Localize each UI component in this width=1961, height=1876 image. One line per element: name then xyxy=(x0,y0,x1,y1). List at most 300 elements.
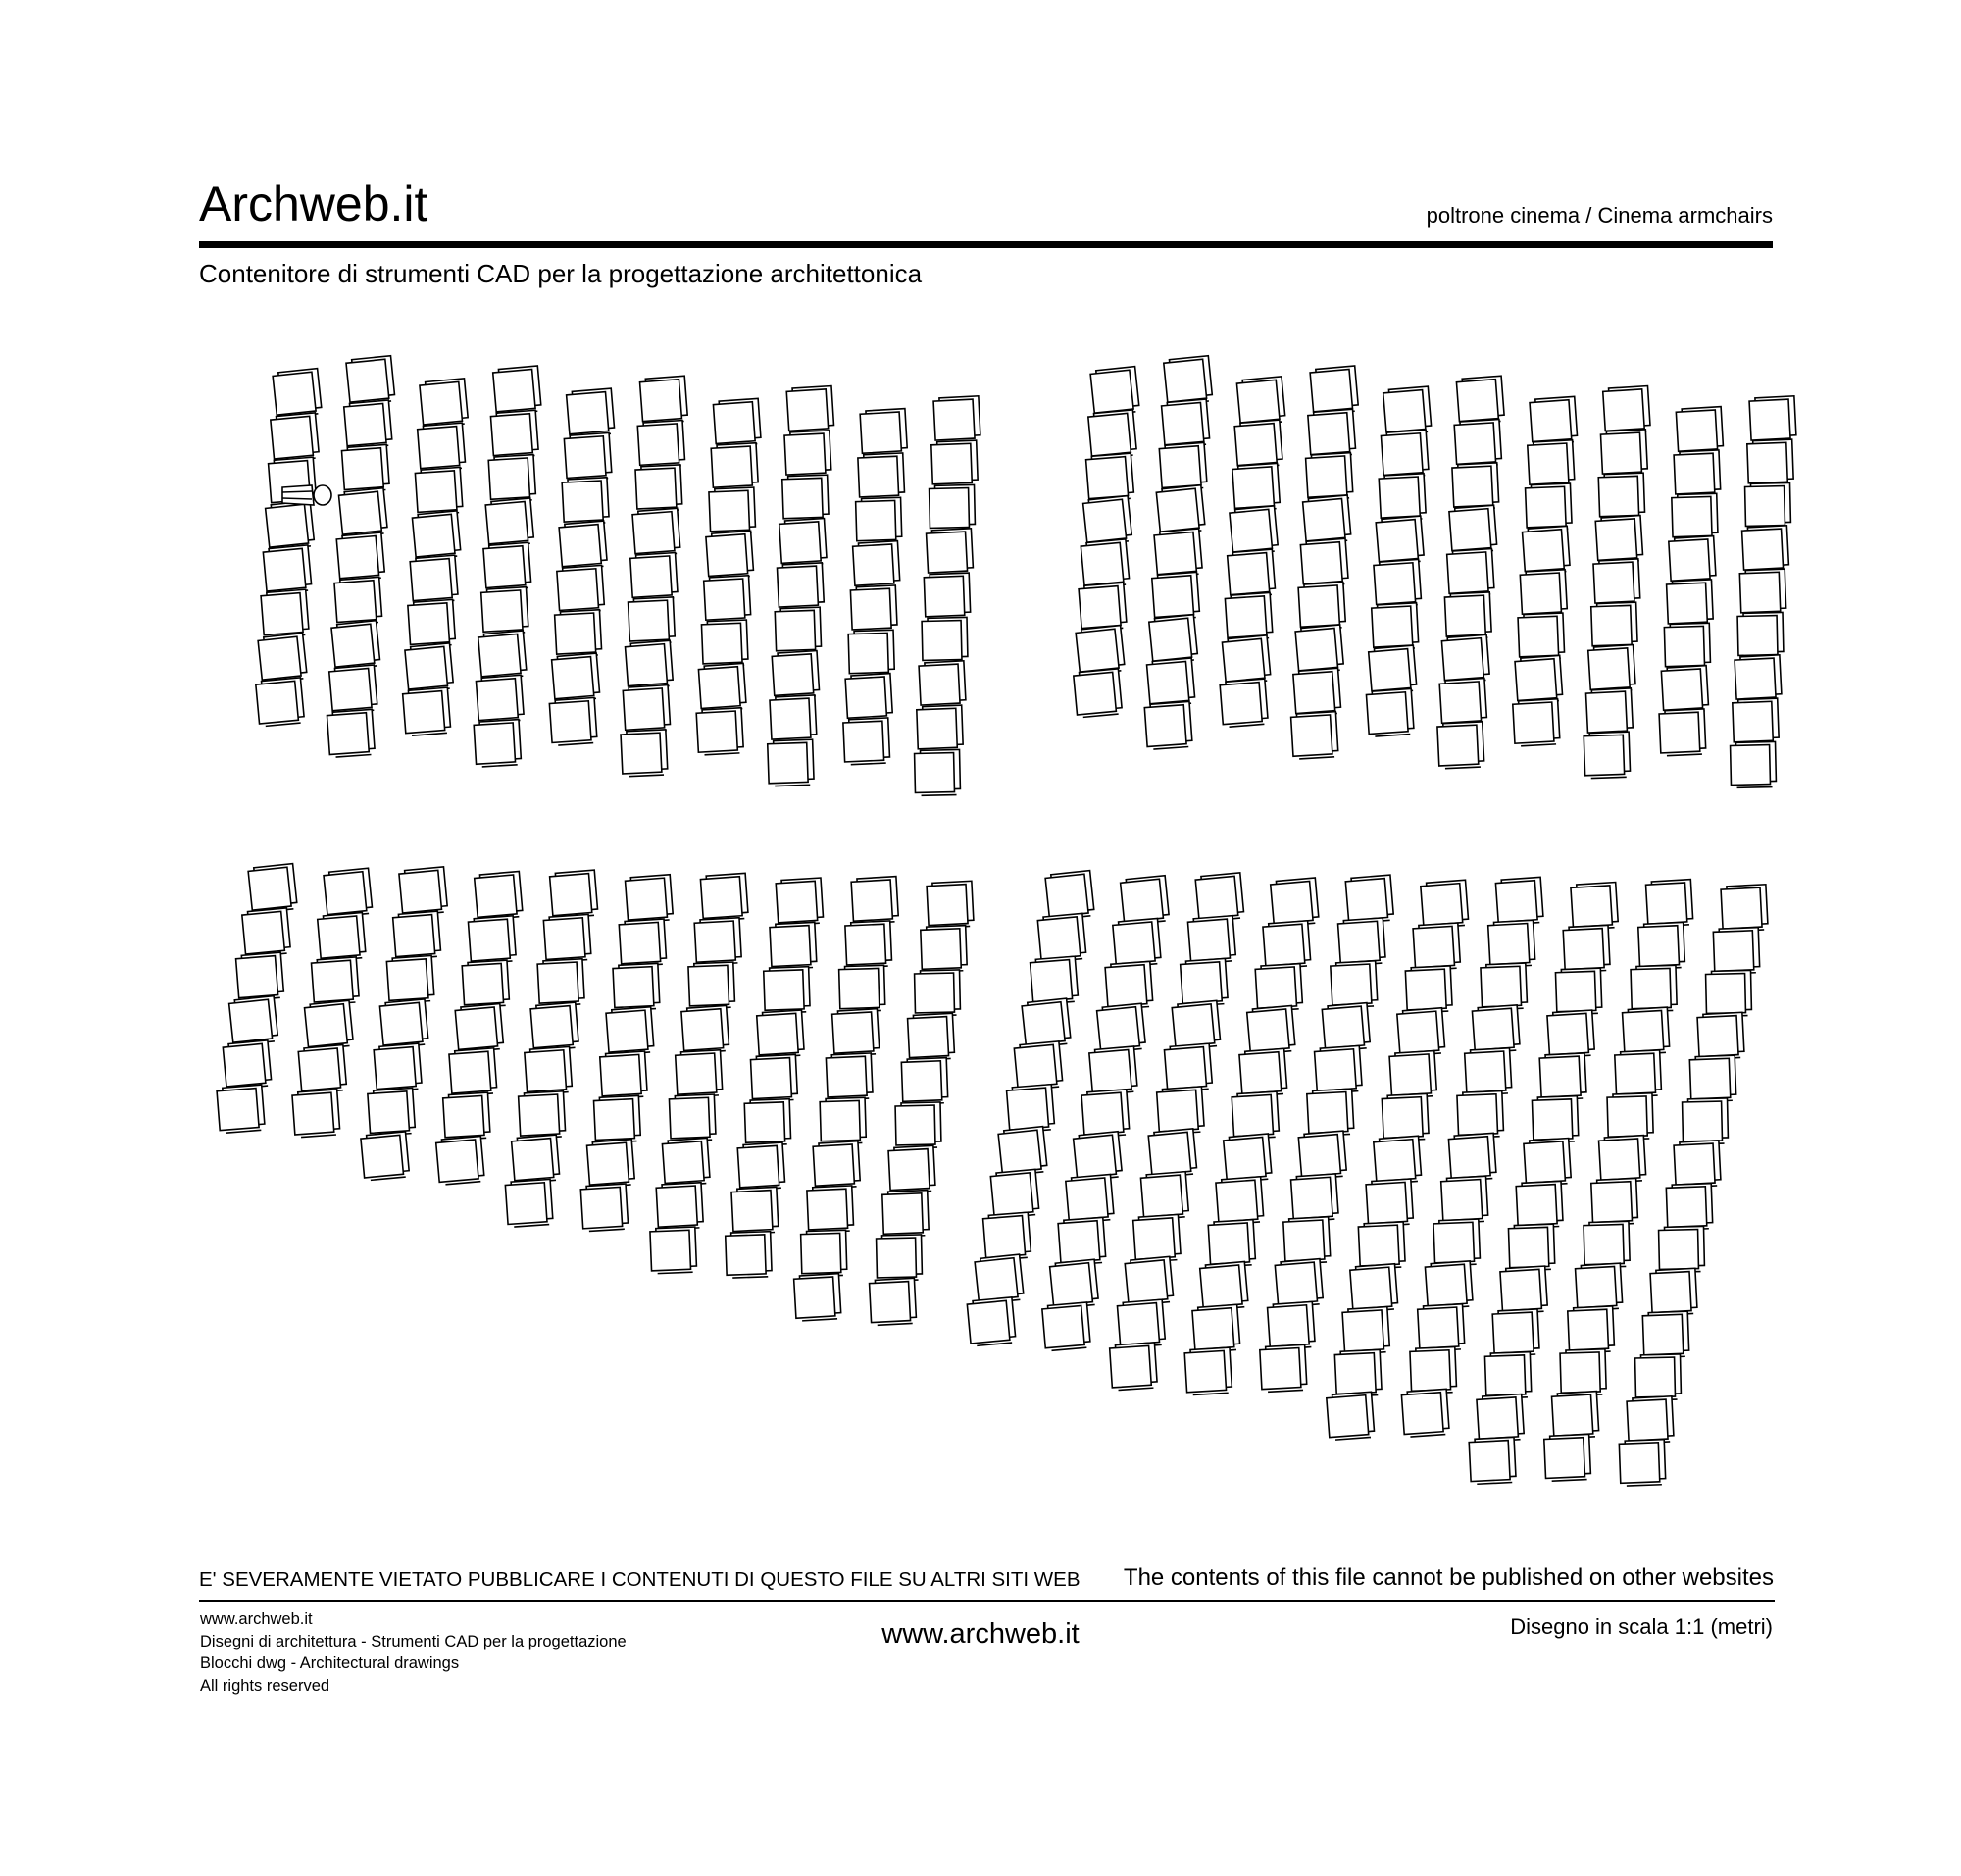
armchair xyxy=(850,585,897,633)
armchair xyxy=(1410,1347,1457,1394)
armchair xyxy=(1156,485,1205,534)
armchair xyxy=(1593,559,1640,606)
armchair xyxy=(379,999,428,1048)
armchair xyxy=(1014,1041,1063,1090)
armchair xyxy=(1689,1055,1736,1102)
armchair xyxy=(1735,655,1782,702)
armchair xyxy=(700,873,748,921)
armchair xyxy=(1741,526,1788,573)
armchair xyxy=(1571,883,1619,931)
armchair xyxy=(1006,1085,1054,1133)
armchair xyxy=(1520,570,1567,617)
armchair xyxy=(613,963,660,1010)
armchair xyxy=(346,356,395,405)
armchair xyxy=(1295,625,1344,674)
armchair xyxy=(1374,559,1422,607)
armchair xyxy=(1664,623,1710,669)
armchair xyxy=(410,555,458,603)
armchair xyxy=(1132,1214,1181,1262)
armchair xyxy=(1180,958,1228,1006)
armchair xyxy=(1073,1132,1122,1181)
armchair xyxy=(1661,666,1709,714)
armchair xyxy=(549,697,597,745)
armchair xyxy=(1547,1010,1595,1058)
armchair xyxy=(1721,885,1768,932)
armchair xyxy=(1513,699,1560,746)
armchair xyxy=(1454,420,1502,468)
armchair xyxy=(1227,549,1275,597)
armchair xyxy=(566,388,615,437)
armchair xyxy=(476,675,524,723)
armchair xyxy=(1650,1268,1697,1315)
armchair xyxy=(1446,549,1494,597)
armchair xyxy=(1381,430,1429,478)
armchair xyxy=(1584,1221,1630,1267)
armchair xyxy=(1563,925,1610,972)
armchair xyxy=(888,1145,935,1192)
armchair xyxy=(1270,878,1319,927)
armchair xyxy=(1164,1043,1212,1091)
armchair xyxy=(474,871,523,920)
armchair xyxy=(1627,1396,1674,1444)
armchair xyxy=(915,970,961,1016)
armchair xyxy=(1465,1048,1512,1095)
armchair xyxy=(1234,420,1282,468)
armchair xyxy=(990,1169,1039,1218)
armchair xyxy=(1156,1087,1204,1135)
armchair xyxy=(408,599,456,647)
armchair xyxy=(1437,722,1484,769)
armchair xyxy=(265,501,315,551)
armchair xyxy=(1081,1090,1130,1138)
armchair xyxy=(845,921,892,968)
armchair xyxy=(967,1297,1016,1346)
armchair xyxy=(1383,386,1432,435)
armchair xyxy=(1096,1003,1145,1052)
armchair xyxy=(1539,1053,1586,1100)
armchair xyxy=(1598,473,1645,520)
armchair xyxy=(1421,880,1469,928)
footer-url: www.archweb.it xyxy=(881,1618,1080,1649)
armchair xyxy=(901,1058,948,1105)
armchair xyxy=(1456,376,1504,424)
armchair xyxy=(551,653,600,702)
armchair xyxy=(549,870,598,919)
armchair xyxy=(1232,463,1281,511)
armchair xyxy=(304,1000,353,1049)
armchair xyxy=(1588,645,1636,693)
armchair xyxy=(1731,741,1777,787)
armchair xyxy=(435,1136,484,1185)
armchair xyxy=(511,1135,560,1184)
armchair xyxy=(1560,1349,1606,1395)
armchair xyxy=(593,1095,640,1142)
armchair xyxy=(1283,1217,1331,1264)
armchair xyxy=(625,640,673,688)
armchair xyxy=(324,868,373,917)
armchair xyxy=(1600,430,1647,477)
armchair xyxy=(217,1085,265,1133)
armchair xyxy=(1449,505,1497,553)
armchair xyxy=(1310,366,1359,415)
armchair xyxy=(1076,626,1126,676)
armchair xyxy=(586,1140,634,1188)
armchair xyxy=(1674,450,1721,497)
seat-block-lower-left xyxy=(217,864,974,1326)
footer-blocks: Blocchi dwg - Architectural drawings xyxy=(200,1654,460,1672)
armchair xyxy=(676,1050,723,1097)
scale-note: Disegno in scala 1:1 (metri) xyxy=(1510,1614,1773,1639)
seating-plan xyxy=(0,294,1961,1530)
armchair xyxy=(1298,583,1346,631)
armchair xyxy=(1049,1259,1098,1308)
armchair xyxy=(263,545,312,594)
armchair xyxy=(1302,495,1351,544)
armchair xyxy=(1697,1012,1744,1059)
armchair xyxy=(1522,526,1570,574)
armchair xyxy=(1149,615,1198,664)
brand-title: Archweb.it xyxy=(199,177,428,231)
armchair xyxy=(341,444,389,492)
armchair xyxy=(415,467,463,515)
armchair xyxy=(1607,1093,1653,1140)
armchair xyxy=(1222,635,1271,684)
armchair xyxy=(1500,1266,1548,1314)
armchair xyxy=(1488,920,1535,967)
armchair xyxy=(1739,569,1786,616)
armchair xyxy=(1345,875,1394,924)
armchair xyxy=(856,497,902,543)
armchair xyxy=(402,687,450,735)
armchair xyxy=(331,621,380,670)
armchair xyxy=(261,589,309,637)
armchair xyxy=(559,521,608,570)
footer-description: Disegni di architettura - Strumenti CAD per la progettazione xyxy=(200,1632,627,1650)
armchair xyxy=(1105,961,1153,1009)
armchair xyxy=(505,1179,553,1227)
armchair xyxy=(1745,482,1791,529)
armchair xyxy=(924,573,971,620)
armchair xyxy=(895,1102,941,1148)
armchair xyxy=(1232,1091,1280,1140)
armchair xyxy=(258,634,308,684)
armchair xyxy=(877,1235,923,1281)
armchair xyxy=(706,531,754,579)
armchair xyxy=(1492,1309,1539,1356)
armchair xyxy=(1154,529,1203,578)
armchair xyxy=(786,386,834,434)
armchair xyxy=(807,1186,854,1233)
armchair xyxy=(917,705,964,752)
armchair xyxy=(1372,603,1419,650)
armchair xyxy=(1109,1343,1157,1391)
armchair xyxy=(1525,483,1572,531)
armchair xyxy=(639,376,687,424)
header-rule xyxy=(199,241,1773,248)
armchair xyxy=(1125,1256,1174,1305)
armchair xyxy=(1113,919,1162,968)
armchair xyxy=(1477,1394,1525,1443)
armchair xyxy=(820,1097,866,1143)
armchair xyxy=(1676,407,1724,455)
armchair xyxy=(926,529,973,576)
armchair xyxy=(630,553,679,601)
armchair xyxy=(1524,1139,1572,1187)
armchair xyxy=(462,960,510,1008)
armchair xyxy=(1366,688,1414,736)
armchair xyxy=(248,864,298,914)
armchair xyxy=(525,1046,573,1094)
person-figure xyxy=(282,485,331,505)
armchair xyxy=(1216,1177,1264,1225)
armchair xyxy=(1598,1136,1646,1184)
armchair xyxy=(701,620,748,667)
armchair xyxy=(1530,396,1578,444)
armchair xyxy=(420,379,469,428)
armchair xyxy=(488,455,536,503)
seat-block-upper-right xyxy=(1074,356,1797,788)
armchair xyxy=(1208,1220,1256,1268)
armchair xyxy=(298,1045,347,1094)
armchair xyxy=(443,1092,491,1141)
armchair xyxy=(1401,1389,1449,1437)
armchair xyxy=(1148,1129,1197,1178)
armchair xyxy=(975,1254,1025,1304)
armchair xyxy=(483,542,531,590)
armchair xyxy=(518,1091,565,1139)
armchair xyxy=(1645,880,1693,928)
armchair xyxy=(336,532,385,582)
armchair xyxy=(1350,1264,1398,1312)
armchair xyxy=(1246,1005,1295,1054)
armchair xyxy=(1584,732,1631,779)
armchair xyxy=(704,576,751,623)
armchair xyxy=(1152,572,1200,620)
armchair xyxy=(1706,970,1752,1016)
armchair xyxy=(478,631,527,680)
armchair xyxy=(1342,1307,1390,1355)
armchair xyxy=(474,720,522,768)
armchair xyxy=(919,661,966,708)
armchair xyxy=(930,484,976,531)
armchair xyxy=(1448,1133,1496,1181)
armchair xyxy=(1088,410,1137,459)
armchair xyxy=(1368,645,1417,694)
armchair xyxy=(688,962,735,1009)
armchair xyxy=(1444,592,1491,639)
armchair xyxy=(713,398,761,446)
armchair xyxy=(813,1141,861,1190)
armchair xyxy=(455,1003,504,1052)
armchair xyxy=(1305,453,1353,501)
armchair xyxy=(1591,602,1638,649)
armchair xyxy=(1159,442,1207,490)
armchair xyxy=(681,1005,729,1053)
armchair xyxy=(405,643,454,692)
armchair xyxy=(882,1191,930,1238)
armchair xyxy=(1192,1304,1240,1352)
armchair xyxy=(1037,913,1086,962)
footer-site: www.archweb.it xyxy=(200,1610,313,1628)
armchair xyxy=(1484,1352,1532,1399)
armchair xyxy=(1441,634,1489,683)
armchair xyxy=(485,498,534,547)
armchair xyxy=(1225,592,1273,640)
armchair xyxy=(386,955,434,1003)
armchair xyxy=(1441,1176,1488,1223)
armchair xyxy=(256,678,305,727)
armchair xyxy=(772,651,820,699)
armchair xyxy=(777,563,824,610)
armchair xyxy=(1085,453,1133,501)
armchair xyxy=(831,1009,880,1057)
armchair xyxy=(931,440,979,487)
armchair xyxy=(1672,493,1718,539)
armchair xyxy=(344,400,393,449)
armchair xyxy=(235,952,283,1000)
armchair xyxy=(1603,386,1651,434)
armchair xyxy=(1334,1349,1382,1396)
armchair xyxy=(782,475,830,522)
armchair xyxy=(1120,876,1169,925)
armchair xyxy=(1635,1354,1682,1400)
armchair xyxy=(1397,1008,1445,1056)
armchair xyxy=(784,431,831,478)
armchair xyxy=(1307,1089,1354,1136)
armchair xyxy=(1515,655,1563,703)
armchair xyxy=(1481,963,1528,1010)
armchair xyxy=(530,1002,579,1051)
armchair xyxy=(1472,1005,1520,1053)
armchair xyxy=(869,1278,916,1325)
armchair xyxy=(1161,399,1210,448)
armchair xyxy=(1290,1174,1338,1222)
armchair xyxy=(709,487,756,534)
armchair xyxy=(1683,1098,1729,1144)
armchair xyxy=(1199,1261,1248,1310)
armchair xyxy=(635,465,682,512)
armchair xyxy=(1659,709,1706,756)
footer-credits xyxy=(200,1608,627,1697)
armchair xyxy=(392,911,440,959)
armchair xyxy=(770,922,817,969)
armchair xyxy=(1236,377,1285,426)
armchair xyxy=(1615,1050,1662,1097)
armchair xyxy=(1568,1306,1615,1353)
armchair xyxy=(1555,968,1602,1015)
armchair xyxy=(656,1183,703,1230)
armchair xyxy=(731,1187,779,1234)
armchair xyxy=(669,1094,716,1141)
armchair xyxy=(843,718,890,765)
armchair xyxy=(1379,474,1426,521)
armchair xyxy=(907,1013,954,1060)
armchair xyxy=(564,432,612,481)
tagline: Contenitore di strumenti CAD per la progettazione architettonica xyxy=(199,259,923,288)
armchair xyxy=(1518,613,1565,660)
armchair xyxy=(1082,496,1132,546)
armchair xyxy=(1117,1299,1165,1347)
armchair xyxy=(1733,698,1780,745)
armchair xyxy=(1146,658,1195,707)
armchair xyxy=(1164,356,1213,405)
armchair xyxy=(1622,1007,1670,1055)
armchair xyxy=(1030,956,1078,1004)
armchair xyxy=(1469,1437,1516,1484)
armchair xyxy=(228,996,278,1046)
armchair xyxy=(998,1127,1048,1177)
armchair xyxy=(1669,536,1717,584)
footer-rule xyxy=(199,1600,1775,1602)
armchair xyxy=(449,1048,497,1096)
armchair xyxy=(623,685,671,734)
armchair xyxy=(933,396,980,443)
drawing-subject: poltrone cinema / Cinema armchairs xyxy=(1426,203,1773,228)
armchair xyxy=(1337,918,1385,966)
armchair xyxy=(915,749,961,795)
armchair xyxy=(537,959,584,1006)
armchair xyxy=(1418,1304,1465,1351)
armchair xyxy=(982,1212,1031,1260)
armchair xyxy=(1389,1051,1437,1099)
armchair xyxy=(1314,1045,1362,1093)
armchair xyxy=(770,695,817,742)
armchair xyxy=(619,919,667,967)
armchair xyxy=(468,916,516,964)
armchair xyxy=(1749,396,1796,443)
armchair xyxy=(1308,409,1356,457)
armchair xyxy=(1713,928,1760,975)
armchair xyxy=(750,1054,797,1101)
armchair xyxy=(921,926,968,973)
armchair xyxy=(1413,923,1461,971)
armchair xyxy=(1674,1141,1721,1188)
armchair xyxy=(1223,1134,1272,1183)
armchair xyxy=(1260,1344,1307,1392)
armchair xyxy=(793,1274,841,1322)
armchair xyxy=(1230,506,1279,555)
armchair xyxy=(1322,1003,1371,1052)
armchair xyxy=(327,709,375,757)
armchair xyxy=(1042,1302,1091,1351)
armchair xyxy=(1585,688,1633,735)
armchair xyxy=(1382,1093,1429,1141)
armchair xyxy=(851,877,899,925)
armchair xyxy=(1374,1136,1422,1184)
armchair xyxy=(768,739,815,786)
armchair xyxy=(1140,1172,1188,1220)
armchair xyxy=(329,665,378,714)
armchair xyxy=(1358,1222,1405,1269)
armchair xyxy=(1066,1175,1115,1224)
armchair xyxy=(1666,1184,1713,1231)
armchair xyxy=(1439,679,1487,727)
armchair xyxy=(852,541,900,589)
armchair xyxy=(543,914,591,962)
armchair xyxy=(1300,538,1348,586)
armchair xyxy=(1267,1301,1315,1349)
armchair xyxy=(1298,1131,1347,1180)
armchair xyxy=(1575,1263,1623,1311)
armchair xyxy=(779,519,828,567)
armchair xyxy=(1595,516,1643,564)
armchair xyxy=(1290,712,1338,760)
armchair xyxy=(1366,1179,1414,1227)
armchair xyxy=(1239,1048,1287,1096)
armchair xyxy=(1275,1259,1324,1308)
armchair xyxy=(1516,1181,1563,1228)
armchair xyxy=(650,1227,697,1274)
